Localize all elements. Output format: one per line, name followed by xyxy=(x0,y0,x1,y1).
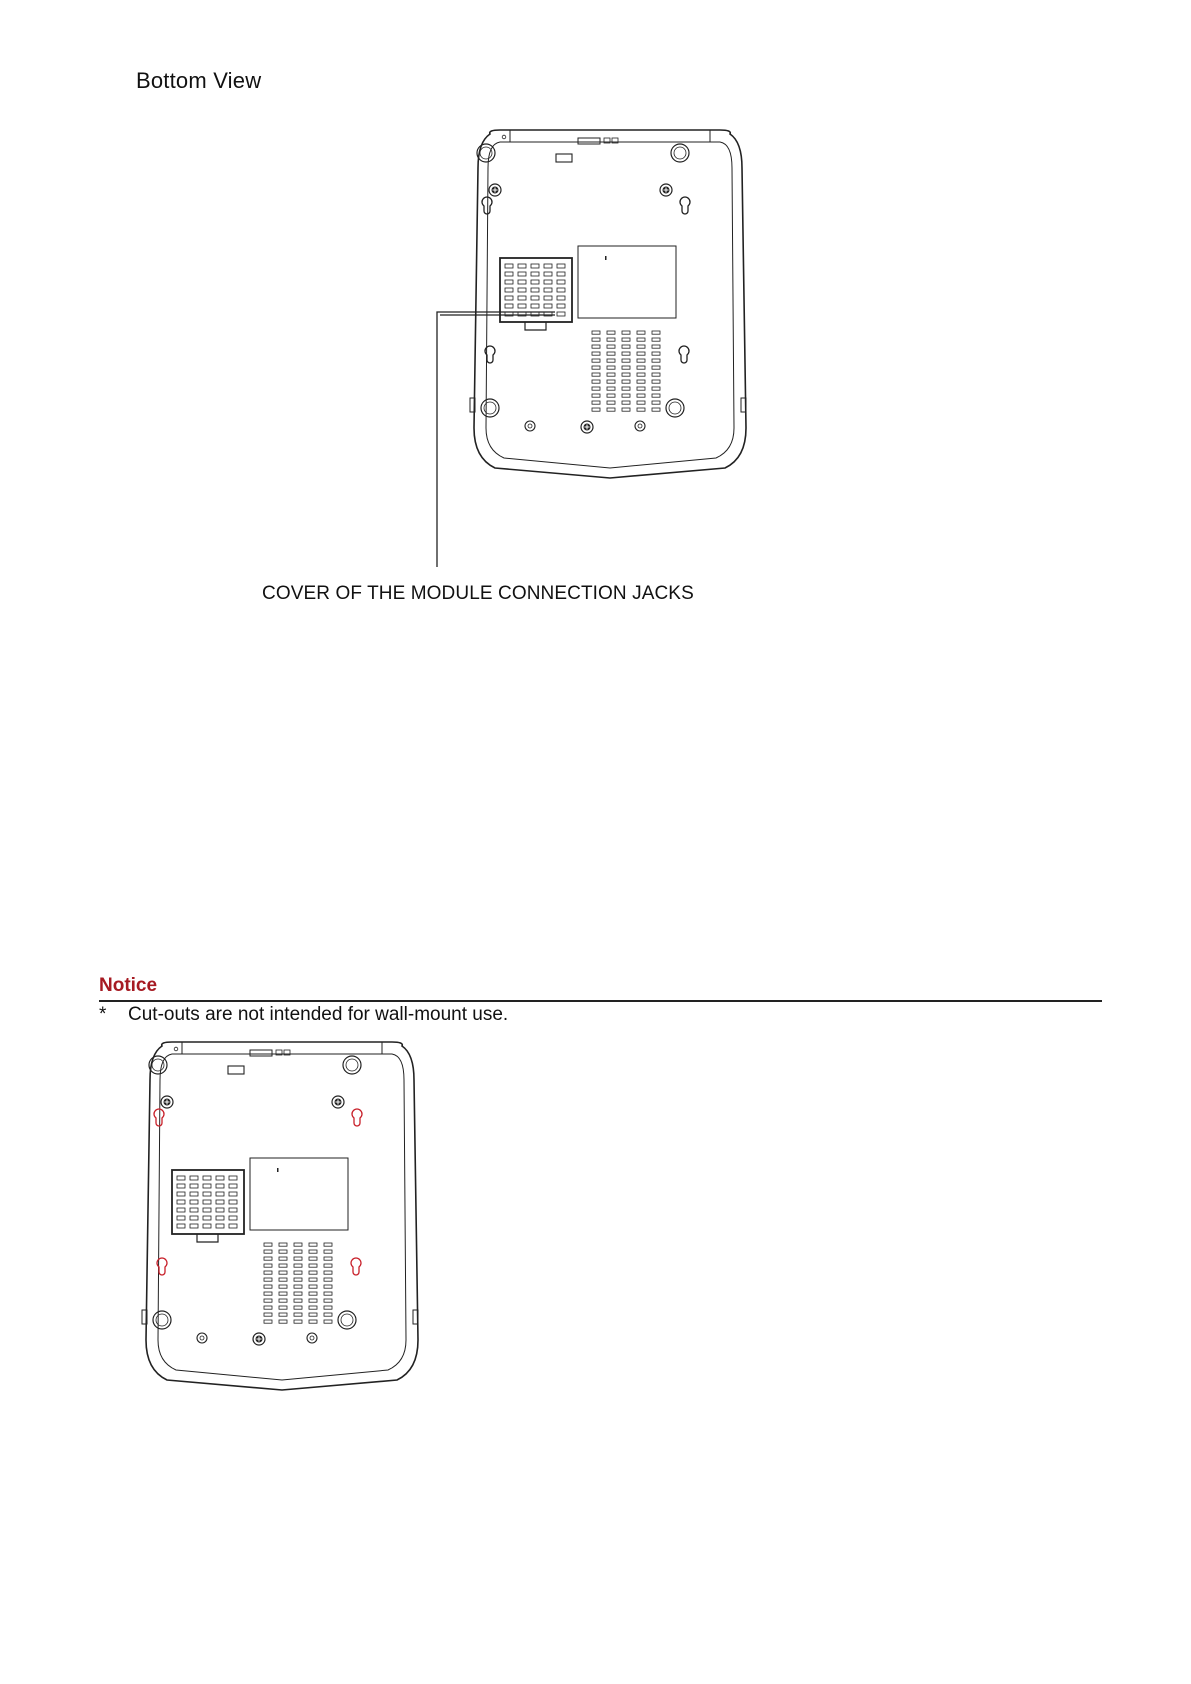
device-body-outline xyxy=(146,1042,418,1390)
label-mark xyxy=(605,256,607,260)
notice-item xyxy=(99,1004,508,1026)
notice-title: Notice xyxy=(99,975,158,996)
section-title: Bottom View xyxy=(136,68,262,93)
notice-bullet: * xyxy=(99,1004,107,1025)
label-mark xyxy=(277,1168,279,1172)
bottom-view-device-cutouts-figure xyxy=(142,1040,442,1400)
callout-leader-line xyxy=(430,305,560,570)
notice-divider xyxy=(99,1000,1102,1002)
callout-label: COVER OF THE MODULE CONNECTION JACKS xyxy=(262,583,694,604)
notice-text: Cut-outs are not intended for wall-mount use. xyxy=(128,1004,509,1025)
